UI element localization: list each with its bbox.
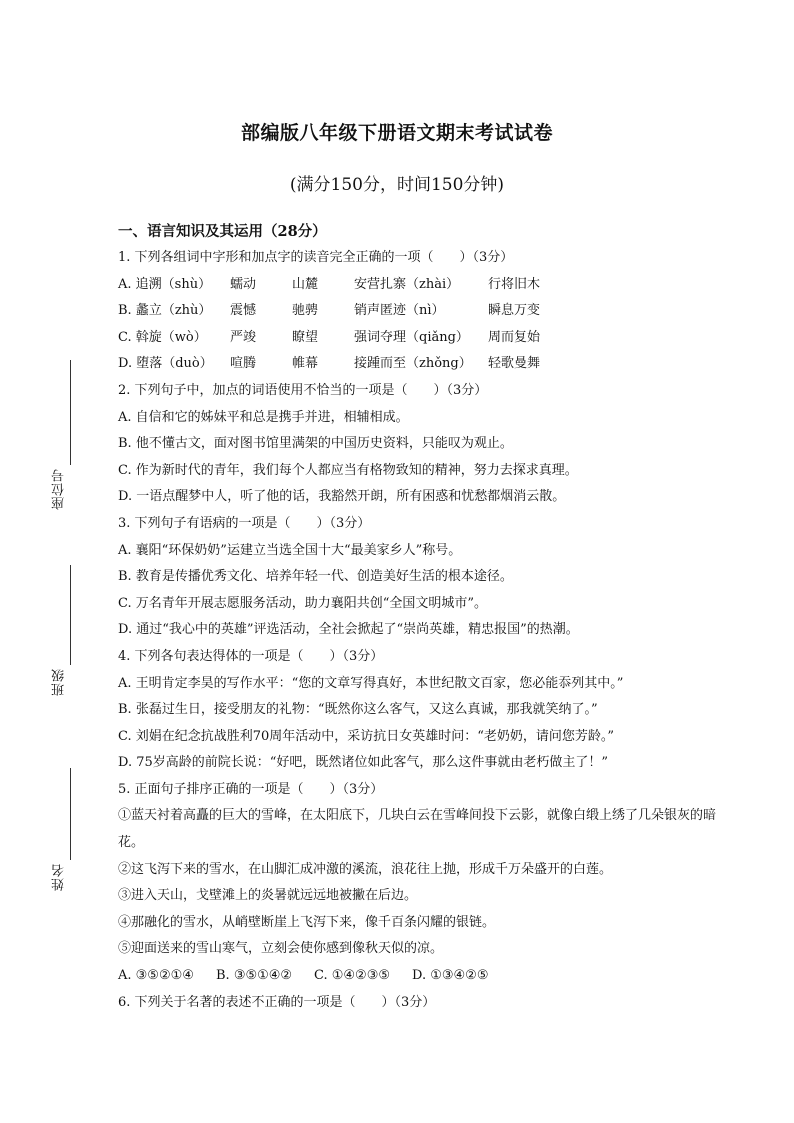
option-word: 安营扎寨（zhài） (354, 276, 460, 292)
option-text: C. 斡旋（wò） (118, 329, 207, 345)
option-text: B. 蠡立（zhù） (118, 303, 212, 319)
question-5-sentence-3: ③进入天山，戈壁滩上的炎暑就远远地被撇在后边。 (118, 888, 418, 904)
binding-margin (40, 360, 90, 1120)
question-5-answers (118, 963, 718, 990)
seat-number-label: 座位号 (52, 468, 67, 510)
question-5-sentence-2: ②这飞泻下来的雪水，在山脚汇成冲激的溪流，浪花往上抛，形成千万朵盛开的白莲。 (118, 861, 613, 877)
class-label: 班级 (52, 668, 67, 696)
exam-title: 部编版八年级下册语文期末考试试卷 (240, 122, 553, 144)
option-word: 瞬息万变 (488, 303, 541, 319)
question-4-option-c: C. 刘娟在纪念抗战胜利70周年活动中，采访抗日女英雄时问：“老奶奶，请问您芳龄。” (118, 728, 615, 744)
exam-content (118, 218, 718, 1016)
question-2-option-c: C. 作为新时代的青年，我们每个人都应当有格物致知的精神，努力去探求真理。 (118, 462, 578, 478)
option-word: 强词夺理（qiǎng） (354, 329, 469, 345)
option-word: 瞭望 (292, 329, 319, 345)
question-4-stem: 4. 下列各句表达得体的一项是（ ）（3分） (118, 648, 384, 664)
question-2-option-d: D. 一语点醒梦中人，听了他的话，我豁然开朗，所有困惑和忧愁都烟消云散。 (118, 489, 566, 505)
question-2-option-a: A. 自信和它的姊妹平和总是携手并进，相辅相成。 (118, 409, 409, 425)
question-4-option-b: B. 张磊过生日，接受朋友的礼物：“既然你这么客气，又这么真诚，那我就笑纳了。” (118, 702, 598, 718)
question-3-option-d: D. 通过“我心中的英雄”评选活动，全社会掀起了“崇尚英雄，精忠报国”的热潮。 (118, 622, 579, 638)
option-word: 接踵而至（zhǒng） (354, 356, 472, 372)
question-3-option-a: A. 襄阳“环保奶奶”运建立当选全国十大“最美家乡人”称号。 (118, 542, 462, 558)
option-word: 山麓 (292, 276, 319, 292)
exam-subtitle: (满分150分，时间150分钟) (289, 175, 505, 195)
question-6-stem: 6. 下列关于名著的表述不正确的一项是（ ）（3分） (118, 994, 436, 1010)
option-word: 震憾 (230, 303, 257, 319)
question-3-option-c: C. 万名青年开展志愿服务活动，助力襄阳共创“全国文明城市”。 (118, 595, 488, 611)
question-2-option-b: B. 他不懂古文，面对图书馆里满架的中国历史资料，只能叹为观止。 (118, 436, 513, 452)
question-2-stem: 2. 下列句子中，加点的词语使用不恰当的一项是（ ）（3分） (118, 382, 488, 398)
option-word: 驰骋 (292, 303, 319, 319)
option-word: 蠕动 (230, 276, 257, 292)
question-5-stem: 5. 正面句子排序正确的一项是（ ）（3分） (118, 781, 384, 797)
question-1-option-a (118, 272, 718, 299)
option-word: 帷幕 (292, 356, 319, 372)
answer-option-b: B. ③⑤①④② (216, 968, 293, 984)
question-1-stem: 1. 下列各组词中字形和加点字的读音完全正确的一项（ ）（3分） (118, 250, 514, 265)
option-word: 销声匿迹（nì） (354, 303, 445, 319)
name-label: 姓名 (52, 863, 67, 891)
answer-option-d: D. ①③④②⑤ (412, 968, 489, 984)
option-word: 周而复始 (488, 329, 541, 345)
option-text: A. 追溯（shù） (118, 276, 212, 292)
question-4-option-d: D. 75岁高龄的前院长说：“好吧，既然诸位如此客气，那么这件事就由老朽做主了！” (118, 755, 609, 771)
question-3-stem: 3. 下列句子有语病的一项是（ ）（3分） (118, 515, 371, 531)
answer-option-a: A. ③⑤②①④ (118, 968, 194, 984)
option-word: 行将旧木 (488, 276, 541, 292)
section-heading: 一、语言知识及其运用（28分） (118, 223, 327, 240)
question-3-option-b: B. 教育是传播优秀文化、培养年轻一代、创造美好生活的根本途径。 (118, 569, 513, 585)
question-1-option-b (118, 298, 718, 325)
question-5-sentence-5: ⑤迎面送来的雪山寒气，立刻会使你感到像秋天似的凉。 (118, 941, 444, 957)
answer-option-c: C. ①④②③⑤ (314, 968, 391, 984)
option-text: D. 堕落（duò） (118, 356, 213, 372)
question-5-sentence-4: ④那融化的雪水，从峭壁断崖上飞泻下来，像千百条闪耀的银链。 (118, 914, 496, 930)
option-word: 轻歌曼舞 (488, 356, 541, 372)
question-1-option-d (118, 351, 718, 378)
question-4-option-a: A. 王明肯定李昊的写作水平：“您的文章写得真好，本世纪散文百家，您必能忝列其中。” (118, 675, 624, 691)
class-line (70, 565, 71, 665)
seat-number-line (70, 360, 71, 465)
option-word: 喧腾 (230, 356, 257, 372)
question-1-option-c (118, 325, 718, 352)
option-word: 严竣 (230, 329, 257, 345)
name-line (70, 768, 71, 860)
question-5-sentence-1: ①蓝天衬着高矗的巨大的雪峰，在太阳底下，几块白云在雪峰间投下云影，就像白缎上绣了几朵银灰的暗花。 (118, 808, 717, 851)
